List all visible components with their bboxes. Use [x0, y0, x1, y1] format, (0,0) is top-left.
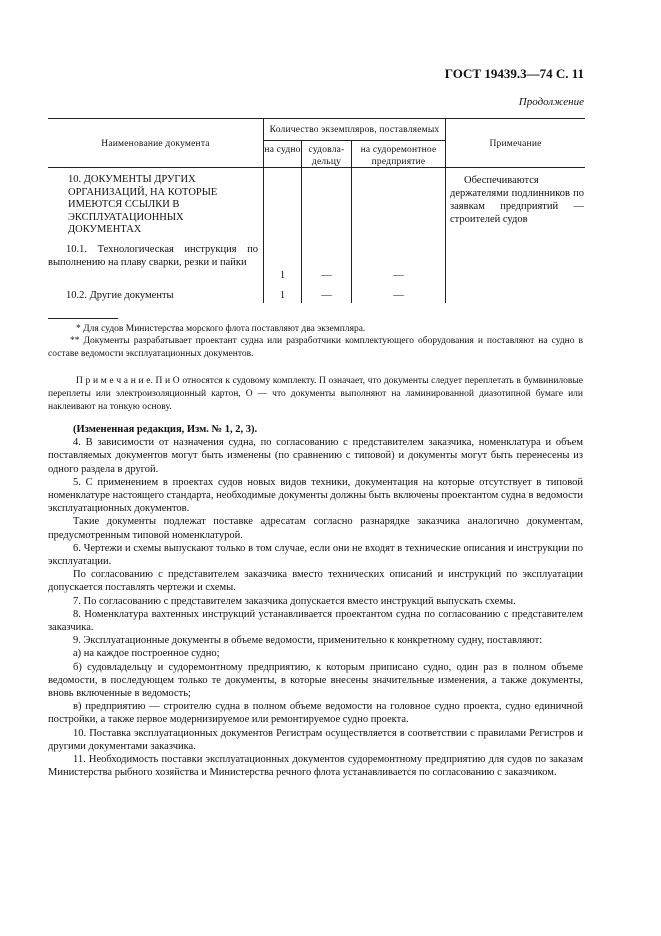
- table-cell-ship: 1: [279, 270, 286, 281]
- table-note: П р и м е ч а н и е. П и О относятся к судовому комплекту. П означает, что документы следует переплетать в бумвиниловые переплеты или электроизоляционный картон, О — что документы выполняют на ламинированной диазотипной бумаге или наклеивают на тонкую основу.: [48, 376, 583, 412]
- paragraph: в) предприятию — строителю судна в полном объеме ведомости на головное судно проекта, судно единичной постройки, а также первое модернизируемое или ремонтируемое судно проекта.: [48, 701, 583, 726]
- table-top-rule: [48, 118, 585, 119]
- paragraph: 7. По согласованию с представителем заказчика допускается вместо инструкций выпускать схемы.: [73, 595, 516, 607]
- paragraph: 6. Чертежи и схемы выпускают только в том случае, если они не входят в технические описания и инструкции по эксплуатации.: [48, 542, 583, 568]
- col-header-note: Примечание: [489, 139, 542, 149]
- footnote: * Для судов Министерства морского флота поставляют два экземпляра.: [76, 324, 366, 334]
- paragraph: 10. Поставка эксплуатационных документов Регистрам осуществляется в соответствии с правилами Регистров и другими документами заказчика.: [48, 727, 583, 752]
- page-header: ГОСТ 19439.3—74 С. 11: [444, 66, 584, 81]
- paragraph: 8. Номенклатура вахтенных инструкций устанавливается проектантом судна по согласованию с представителем заказчика.: [48, 608, 583, 634]
- col-header-qty: Количество экземпляров, поставляемых: [269, 125, 440, 135]
- table-cell-owner: —: [321, 290, 332, 301]
- table-row-name: 10.1. Технологическая инструкция по выполнению на плаву сварки, резки и пайки: [48, 244, 258, 268]
- body-text: [48, 423, 583, 779]
- continuation-label: Продолжение: [518, 96, 584, 108]
- col-header-repair: на судоремонтное предприятие: [360, 145, 437, 167]
- paragraph: 4. В зависимости от назначения судна, по согласованию с представителем заказчика, номенклатура и объем поставляемых документов могут быть изменены (по сравнению с типовой) и документы могут быть перенесены из одного раздела в другой.: [48, 437, 583, 475]
- paragraph: б) судовладельцу и судоремонтному предприятию, к которым приписано судно, один раз в полном объеме ведомости, в последующем только те документы, в которые внесены значительные изменения, а также документы, вновь включенные в ведомость;: [48, 661, 583, 700]
- table-row-name: 10. ДОКУМЕНТЫ ДРУГИХ ОРГАНИЗАЦИЙ, НА КОТОРЫЕ ИМЕЮТСЯ ССЫЛКИ В ЭКСПЛУАТАЦИОННЫХ ДОКУМЕНТАХ: [68, 174, 218, 235]
- paragraph: Такие документы подлежат поставке адресатам согласно разнарядке заказчика аналогично документам, предусмотренным типовой номенклатурой.: [48, 516, 583, 541]
- footnote: ** Документы разрабатывает проектант судна или разработчики комплектующего оборудования и поставляют на судно в составе ведомости эксплуатационных документов.: [48, 336, 583, 359]
- col-header-name: Наименование документа: [101, 139, 210, 149]
- table-cell-repair: —: [393, 270, 404, 281]
- qty-subheader-rule: [263, 140, 445, 141]
- paragraph: 9. Эксплуатационные документы в объеме ведомости, применительно к конкретному судну, поставляют:: [73, 635, 543, 647]
- paragraph: 11. Необходимость поставки эксплуатационных документов судоремонтному предприятию для судов по заказам Министерства рыбного хозяйства и Министерства речного флота устанавливается по согласованию с заказчиком.: [48, 754, 583, 779]
- table-bottom-rule: [48, 318, 118, 319]
- revision-note: (Измененная редакция, Изм. № 1, 2, 3).: [73, 424, 258, 435]
- paragraph: По согласованию с представителем заказчика вместо технических описаний и инструкций по эксплуатации допускается поставлять чертежи и схемы.: [48, 569, 583, 594]
- table-cell-ship: 1: [279, 290, 286, 301]
- table-cell-repair: —: [393, 290, 404, 301]
- table-row-note: Обеспечиваются держателями подлинников по заявкам предприятий — строителей судов: [450, 175, 584, 225]
- col-header-ship: на судно: [264, 145, 301, 155]
- table-cell-owner: —: [321, 270, 332, 281]
- table-row-name: 10.2. Другие документы: [66, 290, 174, 301]
- col-header-owner: судовла-дельцу: [308, 145, 345, 167]
- paragraph: 5. С применением в проектах судов новых видов техники, документация на которые отсутствует в типовой номенклатуре настоящего стандарта, необходимые документы должны быть включены проектантом судна в ведомости эксплуатационных документов.: [48, 476, 583, 515]
- paragraph: а) на каждое построенное судно;: [73, 648, 220, 660]
